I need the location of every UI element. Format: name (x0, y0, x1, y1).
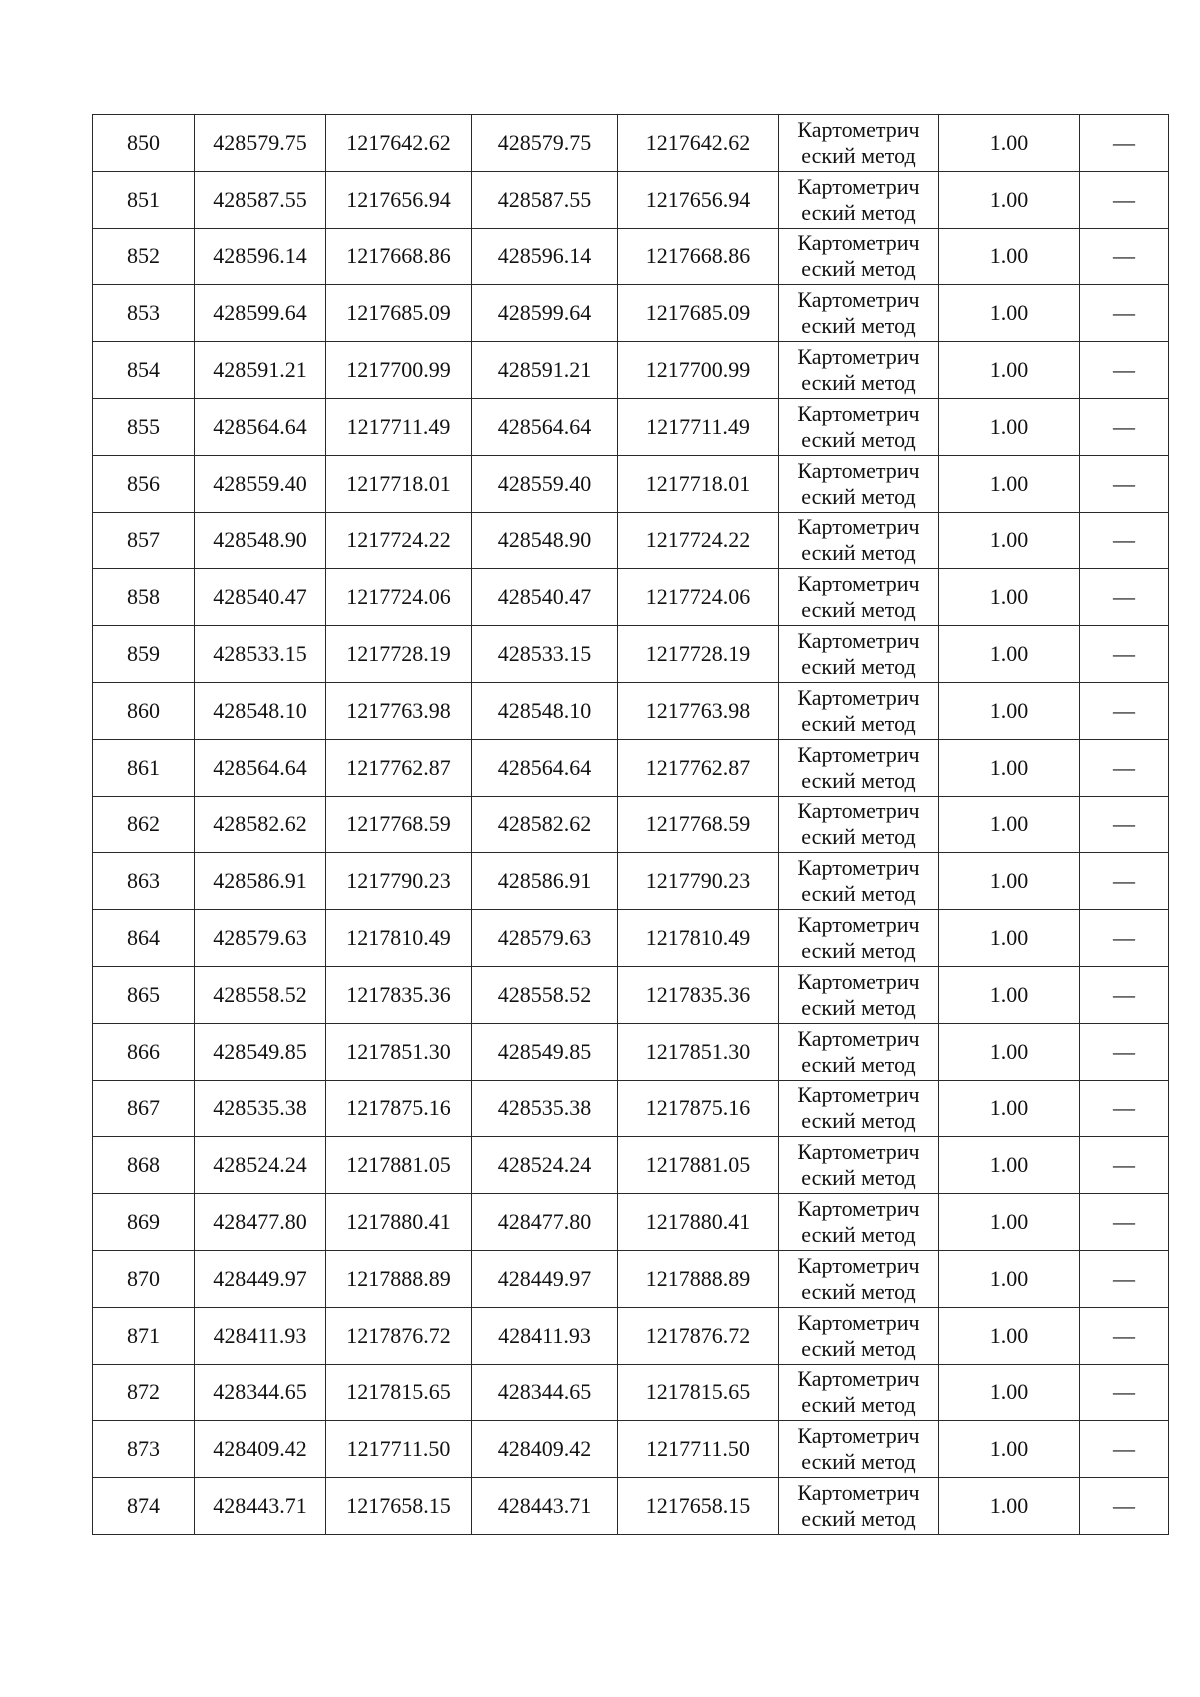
method-line-1: Картометрич (797, 798, 920, 824)
y-coordinate-cell: 1217810.49 (326, 910, 472, 967)
point-number-cell: 858 (93, 569, 195, 626)
point-number-cell: 854 (93, 342, 195, 399)
note-cell: — (1080, 910, 1169, 967)
x-coordinate-cell: 428564.64 (195, 398, 326, 455)
point-number-cell: 874 (93, 1478, 195, 1535)
note-cell: — (1080, 796, 1169, 853)
method-line-2: еский метод (801, 938, 916, 964)
x-coordinate-new-cell: 428443.71 (472, 1478, 618, 1535)
note-cell: — (1080, 512, 1169, 569)
x-coordinate-new-cell: 428579.63 (472, 910, 618, 967)
x-coordinate-new-cell: 428477.80 (472, 1194, 618, 1251)
accuracy-cell: 1.00 (939, 739, 1080, 796)
table-row (93, 853, 1169, 910)
note-cell: — (1080, 455, 1169, 512)
method-cell (779, 398, 939, 455)
note-cell: — (1080, 682, 1169, 739)
x-coordinate-cell: 428586.91 (195, 853, 326, 910)
accuracy-cell: 1.00 (939, 115, 1080, 172)
point-number-cell: 867 (93, 1080, 195, 1137)
method-cell (779, 1478, 939, 1535)
y-coordinate-cell: 1217888.89 (326, 1250, 472, 1307)
table-row (93, 682, 1169, 739)
note-cell: — (1080, 853, 1169, 910)
accuracy-cell: 1.00 (939, 1421, 1080, 1478)
x-coordinate-new-cell: 428587.55 (472, 171, 618, 228)
method-cell (779, 1364, 939, 1421)
note-cell: — (1080, 1478, 1169, 1535)
y-coordinate-new-cell: 1217642.62 (618, 115, 779, 172)
point-number-cell: 856 (93, 455, 195, 512)
x-coordinate-cell: 428599.64 (195, 285, 326, 342)
x-coordinate-new-cell: 428596.14 (472, 228, 618, 285)
method-line-2: еский метод (801, 142, 916, 168)
method-line-2: еский метод (801, 1392, 916, 1418)
y-coordinate-cell: 1217668.86 (326, 228, 472, 285)
y-coordinate-cell: 1217685.09 (326, 285, 472, 342)
note-cell: — (1080, 966, 1169, 1023)
method-line-2: еский метод (801, 1108, 916, 1134)
table-row (93, 398, 1169, 455)
method-line-2: еский метод (801, 256, 916, 282)
y-coordinate-cell: 1217711.49 (326, 398, 472, 455)
y-coordinate-cell: 1217700.99 (326, 342, 472, 399)
x-coordinate-cell: 428533.15 (195, 626, 326, 683)
accuracy-cell: 1.00 (939, 398, 1080, 455)
accuracy-cell: 1.00 (939, 626, 1080, 683)
accuracy-cell: 1.00 (939, 285, 1080, 342)
point-number-cell: 872 (93, 1364, 195, 1421)
method-line-1: Картометрич (797, 1480, 920, 1506)
x-coordinate-cell: 428579.75 (195, 115, 326, 172)
accuracy-cell: 1.00 (939, 853, 1080, 910)
accuracy-cell: 1.00 (939, 455, 1080, 512)
method-cell (779, 626, 939, 683)
method-cell (779, 1023, 939, 1080)
y-coordinate-cell: 1217851.30 (326, 1023, 472, 1080)
point-number-cell: 863 (93, 853, 195, 910)
x-coordinate-cell: 428559.40 (195, 455, 326, 512)
note-cell: — (1080, 739, 1169, 796)
method-cell (779, 910, 939, 967)
y-coordinate-cell: 1217875.16 (326, 1080, 472, 1137)
y-coordinate-new-cell: 1217728.19 (618, 626, 779, 683)
method-line-2: еский метод (801, 1449, 916, 1475)
method-line-2: еский метод (801, 370, 916, 396)
y-coordinate-cell: 1217763.98 (326, 682, 472, 739)
point-number-cell: 861 (93, 739, 195, 796)
y-coordinate-new-cell: 1217685.09 (618, 285, 779, 342)
method-line-1: Картометрич (797, 912, 920, 938)
y-coordinate-new-cell: 1217718.01 (618, 455, 779, 512)
x-coordinate-cell: 428548.90 (195, 512, 326, 569)
method-line-2: еский метод (801, 881, 916, 907)
x-coordinate-new-cell: 428564.64 (472, 739, 618, 796)
note-cell: — (1080, 1080, 1169, 1137)
accuracy-cell: 1.00 (939, 1194, 1080, 1251)
y-coordinate-cell: 1217724.22 (326, 512, 472, 569)
note-cell: — (1080, 1421, 1169, 1478)
table-row (93, 342, 1169, 399)
y-coordinate-new-cell: 1217762.87 (618, 739, 779, 796)
x-coordinate-cell: 428548.10 (195, 682, 326, 739)
method-line-1: Картометрич (797, 855, 920, 881)
method-line-2: еский метод (801, 994, 916, 1020)
y-coordinate-new-cell: 1217724.06 (618, 569, 779, 626)
method-line-1: Картометрич (797, 457, 920, 483)
x-coordinate-cell: 428549.85 (195, 1023, 326, 1080)
point-number-cell: 869 (93, 1194, 195, 1251)
x-coordinate-new-cell: 428344.65 (472, 1364, 618, 1421)
method-line-1: Картометрич (797, 968, 920, 994)
method-line-1: Картометрич (797, 628, 920, 654)
point-number-cell: 851 (93, 171, 195, 228)
table-row (93, 1194, 1169, 1251)
table-row (93, 1250, 1169, 1307)
accuracy-cell: 1.00 (939, 1137, 1080, 1194)
method-line-1: Картометрич (797, 287, 920, 313)
point-number-cell: 850 (93, 115, 195, 172)
y-coordinate-new-cell: 1217711.50 (618, 1421, 779, 1478)
y-coordinate-new-cell: 1217851.30 (618, 1023, 779, 1080)
y-coordinate-cell: 1217762.87 (326, 739, 472, 796)
method-cell (779, 512, 939, 569)
accuracy-cell: 1.00 (939, 1364, 1080, 1421)
accuracy-cell: 1.00 (939, 228, 1080, 285)
y-coordinate-cell: 1217835.36 (326, 966, 472, 1023)
table-row (93, 228, 1169, 285)
x-coordinate-new-cell: 428558.52 (472, 966, 618, 1023)
method-line-1: Картометрич (797, 1366, 920, 1392)
table-row (93, 1023, 1169, 1080)
y-coordinate-cell: 1217815.65 (326, 1364, 472, 1421)
x-coordinate-new-cell: 428599.64 (472, 285, 618, 342)
method-line-1: Картометрич (797, 116, 920, 142)
y-coordinate-cell: 1217642.62 (326, 115, 472, 172)
method-line-2: еский метод (801, 426, 916, 452)
x-coordinate-new-cell: 428548.90 (472, 512, 618, 569)
method-cell (779, 1250, 939, 1307)
y-coordinate-new-cell: 1217768.59 (618, 796, 779, 853)
y-coordinate-cell: 1217728.19 (326, 626, 472, 683)
method-cell (779, 1307, 939, 1364)
accuracy-cell: 1.00 (939, 796, 1080, 853)
x-coordinate-new-cell: 428582.62 (472, 796, 618, 853)
y-coordinate-cell: 1217718.01 (326, 455, 472, 512)
y-coordinate-new-cell: 1217668.86 (618, 228, 779, 285)
accuracy-cell: 1.00 (939, 1080, 1080, 1137)
table-row (93, 115, 1169, 172)
x-coordinate-cell: 428344.65 (195, 1364, 326, 1421)
method-line-1: Картометрич (797, 684, 920, 710)
accuracy-cell: 1.00 (939, 342, 1080, 399)
accuracy-cell: 1.00 (939, 910, 1080, 967)
method-line-1: Картометрич (797, 741, 920, 767)
method-line-1: Картометрич (797, 1423, 920, 1449)
method-line-1: Картометрич (797, 1252, 920, 1278)
method-line-1: Картометрич (797, 1082, 920, 1108)
x-coordinate-cell: 428477.80 (195, 1194, 326, 1251)
table-row (93, 966, 1169, 1023)
note-cell: — (1080, 342, 1169, 399)
method-line-2: еский метод (801, 597, 916, 623)
point-number-cell: 860 (93, 682, 195, 739)
accuracy-cell: 1.00 (939, 1478, 1080, 1535)
note-cell: — (1080, 171, 1169, 228)
x-coordinate-cell: 428443.71 (195, 1478, 326, 1535)
table-row (93, 1364, 1169, 1421)
y-coordinate-new-cell: 1217815.65 (618, 1364, 779, 1421)
method-line-2: еский метод (801, 1506, 916, 1532)
method-line-2: еский метод (801, 710, 916, 736)
method-line-2: еский метод (801, 767, 916, 793)
method-line-2: еский метод (801, 1165, 916, 1191)
x-coordinate-cell: 428524.24 (195, 1137, 326, 1194)
method-cell (779, 1137, 939, 1194)
y-coordinate-new-cell: 1217875.16 (618, 1080, 779, 1137)
x-coordinate-cell: 428596.14 (195, 228, 326, 285)
accuracy-cell: 1.00 (939, 682, 1080, 739)
point-number-cell: 852 (93, 228, 195, 285)
y-coordinate-cell: 1217768.59 (326, 796, 472, 853)
y-coordinate-new-cell: 1217881.05 (618, 1137, 779, 1194)
method-line-2: еский метод (801, 483, 916, 509)
method-line-1: Картометрич (797, 571, 920, 597)
y-coordinate-new-cell: 1217888.89 (618, 1250, 779, 1307)
y-coordinate-cell: 1217724.06 (326, 569, 472, 626)
method-line-1: Картометрич (797, 1309, 920, 1335)
point-number-cell: 862 (93, 796, 195, 853)
table-row (93, 910, 1169, 967)
table-row (93, 796, 1169, 853)
y-coordinate-cell: 1217876.72 (326, 1307, 472, 1364)
accuracy-cell: 1.00 (939, 569, 1080, 626)
x-coordinate-new-cell: 428535.38 (472, 1080, 618, 1137)
method-cell (779, 966, 939, 1023)
point-number-cell: 873 (93, 1421, 195, 1478)
y-coordinate-new-cell: 1217790.23 (618, 853, 779, 910)
method-cell (779, 1194, 939, 1251)
x-coordinate-new-cell: 428579.75 (472, 115, 618, 172)
note-cell: — (1080, 228, 1169, 285)
x-coordinate-new-cell: 428559.40 (472, 455, 618, 512)
y-coordinate-new-cell: 1217724.22 (618, 512, 779, 569)
method-cell (779, 1080, 939, 1137)
method-line-2: еский метод (801, 1278, 916, 1304)
method-cell (779, 853, 939, 910)
accuracy-cell: 1.00 (939, 512, 1080, 569)
y-coordinate-cell: 1217658.15 (326, 1478, 472, 1535)
point-number-cell: 871 (93, 1307, 195, 1364)
y-coordinate-new-cell: 1217810.49 (618, 910, 779, 967)
note-cell: — (1080, 569, 1169, 626)
note-cell: — (1080, 1364, 1169, 1421)
method-line-1: Картометрич (797, 230, 920, 256)
table-row (93, 171, 1169, 228)
method-cell (779, 228, 939, 285)
x-coordinate-new-cell: 428591.21 (472, 342, 618, 399)
method-cell (779, 285, 939, 342)
accuracy-cell: 1.00 (939, 1307, 1080, 1364)
table-row (93, 512, 1169, 569)
point-number-cell: 857 (93, 512, 195, 569)
point-number-cell: 859 (93, 626, 195, 683)
method-cell (779, 739, 939, 796)
method-line-1: Картометрич (797, 1025, 920, 1051)
coordinates-table (92, 114, 1169, 1535)
table-body (93, 115, 1169, 1535)
method-line-2: еский метод (801, 824, 916, 850)
y-coordinate-new-cell: 1217700.99 (618, 342, 779, 399)
y-coordinate-new-cell: 1217711.49 (618, 398, 779, 455)
table-row (93, 1307, 1169, 1364)
accuracy-cell: 1.00 (939, 1250, 1080, 1307)
x-coordinate-new-cell: 428586.91 (472, 853, 618, 910)
method-cell (779, 796, 939, 853)
x-coordinate-cell: 428411.93 (195, 1307, 326, 1364)
table-row (93, 739, 1169, 796)
x-coordinate-cell: 428582.62 (195, 796, 326, 853)
y-coordinate-new-cell: 1217880.41 (618, 1194, 779, 1251)
x-coordinate-cell: 428564.64 (195, 739, 326, 796)
table-row (93, 1478, 1169, 1535)
x-coordinate-new-cell: 428524.24 (472, 1137, 618, 1194)
point-number-cell: 866 (93, 1023, 195, 1080)
x-coordinate-cell: 428540.47 (195, 569, 326, 626)
y-coordinate-cell: 1217881.05 (326, 1137, 472, 1194)
y-coordinate-new-cell: 1217763.98 (618, 682, 779, 739)
x-coordinate-new-cell: 428564.64 (472, 398, 618, 455)
note-cell: — (1080, 1194, 1169, 1251)
y-coordinate-cell: 1217880.41 (326, 1194, 472, 1251)
note-cell: — (1080, 1023, 1169, 1080)
method-cell (779, 682, 939, 739)
x-coordinate-new-cell: 428540.47 (472, 569, 618, 626)
note-cell: — (1080, 626, 1169, 683)
point-number-cell: 855 (93, 398, 195, 455)
x-coordinate-new-cell: 428548.10 (472, 682, 618, 739)
method-cell (779, 1421, 939, 1478)
x-coordinate-new-cell: 428409.42 (472, 1421, 618, 1478)
point-number-cell: 853 (93, 285, 195, 342)
method-line-2: еский метод (801, 1051, 916, 1077)
accuracy-cell: 1.00 (939, 1023, 1080, 1080)
y-coordinate-new-cell: 1217658.15 (618, 1478, 779, 1535)
x-coordinate-cell: 428591.21 (195, 342, 326, 399)
x-coordinate-new-cell: 428533.15 (472, 626, 618, 683)
method-line-1: Картометрич (797, 344, 920, 370)
accuracy-cell: 1.00 (939, 966, 1080, 1023)
y-coordinate-cell: 1217656.94 (326, 171, 472, 228)
note-cell: — (1080, 1307, 1169, 1364)
table-row (93, 626, 1169, 683)
note-cell: — (1080, 1250, 1169, 1307)
method-line-2: еский метод (801, 199, 916, 225)
x-coordinate-cell: 428558.52 (195, 966, 326, 1023)
method-line-2: еский метод (801, 654, 916, 680)
method-line-1: Картометрич (797, 400, 920, 426)
x-coordinate-new-cell: 428449.97 (472, 1250, 618, 1307)
method-line-1: Картометрич (797, 173, 920, 199)
method-line-2: еский метод (801, 1335, 916, 1361)
x-coordinate-new-cell: 428411.93 (472, 1307, 618, 1364)
method-line-2: еский метод (801, 313, 916, 339)
table-row (93, 1421, 1169, 1478)
x-coordinate-cell: 428579.63 (195, 910, 326, 967)
table-row (93, 1080, 1169, 1137)
y-coordinate-new-cell: 1217835.36 (618, 966, 779, 1023)
point-number-cell: 868 (93, 1137, 195, 1194)
y-coordinate-new-cell: 1217876.72 (618, 1307, 779, 1364)
method-cell (779, 115, 939, 172)
method-cell (779, 569, 939, 626)
method-line-1: Картометрич (797, 514, 920, 540)
method-cell (779, 455, 939, 512)
table-row (93, 285, 1169, 342)
y-coordinate-cell: 1217711.50 (326, 1421, 472, 1478)
method-line-2: еский метод (801, 540, 916, 566)
x-coordinate-cell: 428535.38 (195, 1080, 326, 1137)
x-coordinate-new-cell: 428549.85 (472, 1023, 618, 1080)
accuracy-cell: 1.00 (939, 171, 1080, 228)
note-cell: — (1080, 115, 1169, 172)
note-cell: — (1080, 398, 1169, 455)
method-line-1: Картометрич (797, 1139, 920, 1165)
y-coordinate-new-cell: 1217656.94 (618, 171, 779, 228)
note-cell: — (1080, 285, 1169, 342)
point-number-cell: 864 (93, 910, 195, 967)
note-cell: — (1080, 1137, 1169, 1194)
table-row (93, 1137, 1169, 1194)
point-number-cell: 865 (93, 966, 195, 1023)
table-row (93, 569, 1169, 626)
x-coordinate-cell: 428449.97 (195, 1250, 326, 1307)
method-cell (779, 342, 939, 399)
table-row (93, 455, 1169, 512)
method-line-2: еский метод (801, 1222, 916, 1248)
method-cell (779, 171, 939, 228)
y-coordinate-cell: 1217790.23 (326, 853, 472, 910)
method-line-1: Картометрич (797, 1196, 920, 1222)
x-coordinate-cell: 428409.42 (195, 1421, 326, 1478)
x-coordinate-cell: 428587.55 (195, 171, 326, 228)
point-number-cell: 870 (93, 1250, 195, 1307)
